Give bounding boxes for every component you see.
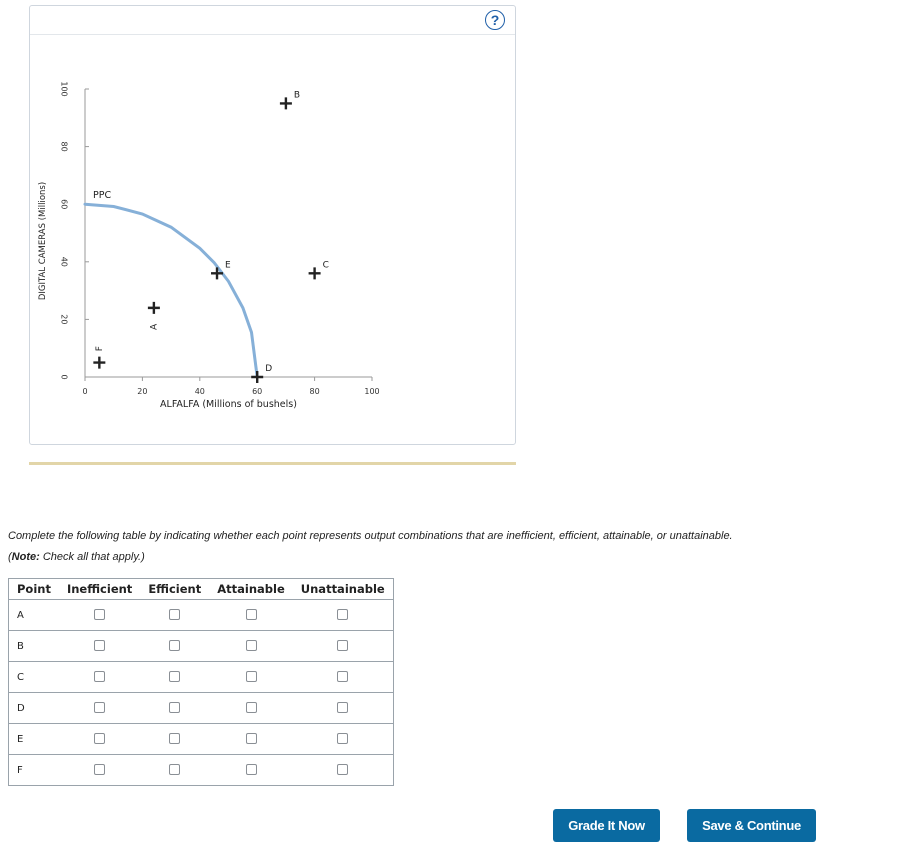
- checkbox-e-efficient[interactable]: [169, 733, 180, 744]
- checkbox-b-efficient[interactable]: [169, 640, 180, 651]
- checkbox-cell: [209, 693, 293, 724]
- checkbox-a-inefficient[interactable]: [94, 609, 105, 620]
- header-unattainable: Unattainable: [293, 579, 393, 600]
- point-f-marker: [93, 357, 105, 369]
- checkbox-e-attainable[interactable]: [246, 733, 257, 744]
- panel-header-divider: [30, 34, 515, 35]
- x-tick-label: 20: [137, 387, 148, 396]
- checkbox-c-unattainable[interactable]: [337, 671, 348, 682]
- checkbox-c-attainable[interactable]: [246, 671, 257, 682]
- checkbox-cell: [140, 693, 209, 724]
- checkbox-a-efficient[interactable]: [169, 609, 180, 620]
- header-point: Point: [9, 579, 59, 600]
- save-continue-button[interactable]: Save & Continue: [687, 809, 816, 842]
- point-c-marker: [309, 267, 321, 279]
- table-header-row: [9, 579, 394, 600]
- table-body: [9, 600, 394, 786]
- checkbox-f-unattainable[interactable]: [337, 764, 348, 775]
- checkbox-cell: [140, 600, 209, 631]
- y-tick-label: 20: [59, 314, 69, 325]
- x-tick-label: 80: [309, 387, 320, 396]
- point-e-marker: [211, 267, 223, 279]
- point-f-label: F: [94, 346, 105, 352]
- header-efficient: Efficient: [140, 579, 209, 600]
- point-label: F: [9, 755, 59, 786]
- checkbox-cell: [140, 631, 209, 662]
- checkbox-cell: [59, 755, 140, 786]
- checkbox-f-attainable[interactable]: [246, 764, 257, 775]
- y-tick-label: 40: [59, 256, 69, 267]
- checkbox-cell: [293, 755, 393, 786]
- checkbox-e-unattainable[interactable]: [337, 733, 348, 744]
- checkbox-c-efficient[interactable]: [169, 671, 180, 682]
- table-row: [9, 724, 394, 755]
- table-row: [9, 600, 394, 631]
- checkbox-d-inefficient[interactable]: [94, 702, 105, 713]
- point-label: D: [9, 693, 59, 724]
- header-attainable: Attainable: [209, 579, 293, 600]
- table-row: [9, 631, 394, 662]
- y-tick-label: 100: [59, 81, 69, 97]
- checkbox-b-inefficient[interactable]: [94, 640, 105, 651]
- checkbox-d-efficient[interactable]: [169, 702, 180, 713]
- y-tick-label: 80: [59, 141, 69, 152]
- checkbox-cell: [293, 693, 393, 724]
- y-tick-label: 0: [59, 374, 69, 380]
- checkbox-f-efficient[interactable]: [169, 764, 180, 775]
- point-b-label: B: [293, 90, 301, 101]
- point-label: A: [9, 600, 59, 631]
- checkbox-a-attainable[interactable]: [246, 609, 257, 620]
- point-label: B: [9, 631, 59, 662]
- point-d-label: D: [265, 364, 273, 374]
- checkbox-cell: [140, 755, 209, 786]
- checkbox-cell: [140, 724, 209, 755]
- checkbox-e-inefficient[interactable]: [94, 733, 105, 744]
- checkbox-cell: [209, 724, 293, 755]
- x-tick-label: 60: [252, 387, 263, 396]
- checkbox-b-attainable[interactable]: [246, 640, 257, 651]
- checkbox-cell: [59, 662, 140, 693]
- instruction-text: Complete the following table by indicating whether each point represents output combinations that are inefficient, efficient, attainable, or unattainable.: [8, 530, 733, 542]
- x-tick-label: 100: [364, 387, 380, 396]
- classification-table: [8, 578, 394, 786]
- y-tick-label: 60: [59, 199, 69, 210]
- section-divider: [29, 462, 516, 465]
- checkbox-c-inefficient[interactable]: [94, 671, 105, 682]
- checkbox-cell: [293, 631, 393, 662]
- ppc-curve: [85, 204, 257, 377]
- y-axis-title: DIGITAL CAMERAS (Millions): [38, 181, 48, 301]
- point-e-label: E: [225, 260, 231, 271]
- checkbox-cell: [209, 600, 293, 631]
- point-label: C: [9, 662, 59, 693]
- checkbox-d-unattainable[interactable]: [337, 702, 348, 713]
- table-row: [9, 693, 394, 724]
- checkbox-cell: [209, 662, 293, 693]
- checkbox-cell: [140, 662, 209, 693]
- x-axis-title: ALFALFA (Millions of bushels): [160, 399, 297, 410]
- point-b-marker: [280, 97, 292, 109]
- checkbox-cell: [59, 724, 140, 755]
- point-d-marker: [251, 371, 263, 383]
- checkbox-f-inefficient[interactable]: [94, 764, 105, 775]
- note-open: (: [8, 551, 12, 563]
- ppc-label: PPC: [93, 190, 112, 202]
- checkbox-d-attainable[interactable]: [246, 702, 257, 713]
- checkbox-cell: [59, 600, 140, 631]
- note-body: Check all that apply.): [39, 551, 145, 563]
- x-tick-label: 0: [82, 387, 88, 396]
- help-icon[interactable]: ?: [485, 10, 505, 30]
- point-c-label: C: [322, 260, 329, 271]
- note-label: Note:: [11, 551, 40, 563]
- checkbox-cell: [209, 631, 293, 662]
- checkbox-cell: [293, 662, 393, 693]
- note-text: [8, 551, 145, 563]
- table-row: [9, 755, 394, 786]
- checkbox-cell: [59, 631, 140, 662]
- checkbox-cell: [293, 600, 393, 631]
- table-row: [9, 662, 394, 693]
- point-a-marker: [148, 302, 160, 314]
- checkbox-cell: [209, 755, 293, 786]
- ppc-chart: [30, 70, 450, 430]
- point-a-label: A: [149, 323, 160, 330]
- x-tick-label: 40: [194, 387, 205, 396]
- checkbox-a-unattainable[interactable]: [337, 609, 348, 620]
- checkbox-cell: [59, 693, 140, 724]
- point-label: E: [9, 724, 59, 755]
- header-inefficient: Inefficient: [59, 579, 140, 600]
- checkbox-b-unattainable[interactable]: [337, 640, 348, 651]
- checkbox-cell: [293, 724, 393, 755]
- grade-it-now-button[interactable]: Grade It Now: [553, 809, 660, 842]
